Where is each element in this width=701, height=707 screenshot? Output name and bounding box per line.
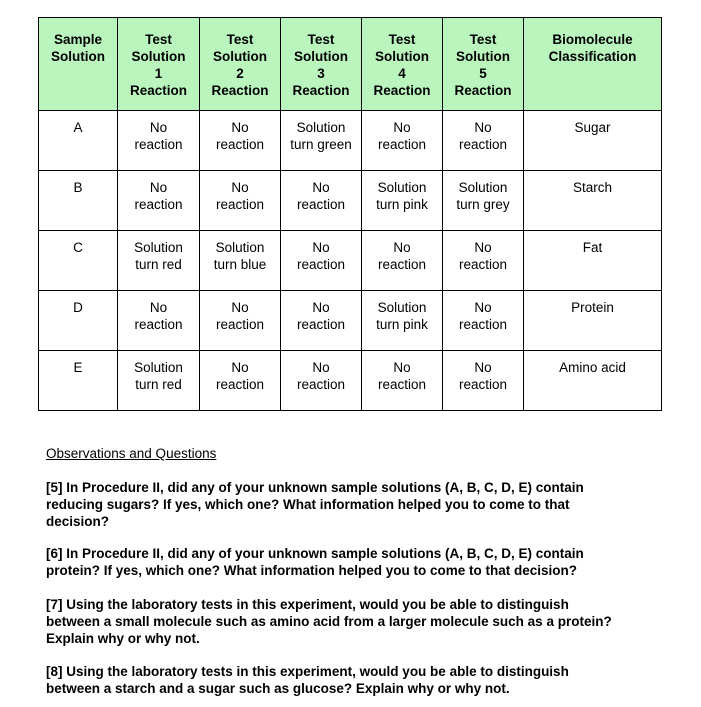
reaction-cell: No reaction: [200, 291, 281, 351]
results-table: [38, 17, 662, 411]
reaction-cell: Solution turn pink: [362, 171, 443, 231]
classification-cell: Starch: [524, 171, 662, 231]
table-row: [39, 231, 662, 291]
question-6: [6] In Procedure II, did any of your unknown sample solutions (A, B, C, D, E) contain protein? If yes, which one? What information helped you to come to that decision?: [46, 546, 584, 578]
reaction-cell: Solution turn grey: [443, 171, 524, 231]
observations-title: Observations and Questions: [46, 446, 217, 461]
reaction-cell: No reaction: [281, 291, 362, 351]
reaction-cell: No reaction: [443, 111, 524, 171]
header-sample: Sample Solution: [39, 18, 118, 111]
classification-cell: Sugar: [524, 111, 662, 171]
classification-cell: Amino acid: [524, 351, 662, 411]
reaction-cell: No reaction: [362, 111, 443, 171]
reaction-cell: No reaction: [443, 351, 524, 411]
reaction-cell: Solution turn red: [118, 351, 200, 411]
header-test-3: Test Solution 3 Reaction: [281, 18, 362, 111]
reaction-cell: No reaction: [362, 351, 443, 411]
sample-cell: C: [39, 231, 118, 291]
reaction-cell: Solution turn pink: [362, 291, 443, 351]
reaction-cell: No reaction: [200, 351, 281, 411]
classification-cell: Protein: [524, 291, 662, 351]
reaction-cell: No reaction: [362, 231, 443, 291]
reaction-cell: No reaction: [200, 171, 281, 231]
table-row: [39, 111, 662, 171]
reaction-cell: Solution turn green: [281, 111, 362, 171]
reaction-cell: No reaction: [443, 291, 524, 351]
table-row: [39, 291, 662, 351]
header-test-2: Test Solution 2 Reaction: [200, 18, 281, 111]
header-row: [39, 18, 662, 111]
sample-cell: D: [39, 291, 118, 351]
sample-cell: A: [39, 111, 118, 171]
reaction-cell: No reaction: [118, 171, 200, 231]
header-test-4: Test Solution 4 Reaction: [362, 18, 443, 111]
reaction-cell: Solution turn red: [118, 231, 200, 291]
classification-cell: Fat: [524, 231, 662, 291]
sample-cell: E: [39, 351, 118, 411]
reaction-cell: Solution turn blue: [200, 231, 281, 291]
reaction-cell: No reaction: [200, 111, 281, 171]
reaction-cell: No reaction: [118, 111, 200, 171]
reaction-cell: No reaction: [443, 231, 524, 291]
table-row: [39, 351, 662, 411]
question-8: [8] Using the laboratory tests in this experiment, would you be able to distinguish between a starch and a sugar such as glucose? Explain why or why not.: [46, 664, 569, 696]
table-row: [39, 171, 662, 231]
reaction-cell: No reaction: [281, 171, 362, 231]
reaction-cell: No reaction: [281, 351, 362, 411]
header-test-1: Test Solution 1 Reaction: [118, 18, 200, 111]
reaction-cell: No reaction: [118, 291, 200, 351]
header-test-5: Test Solution 5 Reaction: [443, 18, 524, 111]
question-5: [5] In Procedure II, did any of your unknown sample solutions (A, B, C, D, E) contain reducing sugars? If yes, which one? What information helped you to come to that decision?: [46, 480, 584, 529]
header-classification: Biomolecule Classification: [524, 18, 662, 111]
reaction-cell: No reaction: [281, 231, 362, 291]
question-7: [7] Using the laboratory tests in this experiment, would you be able to distinguish between a small molecule such as amino acid from a larger molecule such as a protein? Explain why or why not.: [46, 597, 612, 646]
sample-cell: B: [39, 171, 118, 231]
